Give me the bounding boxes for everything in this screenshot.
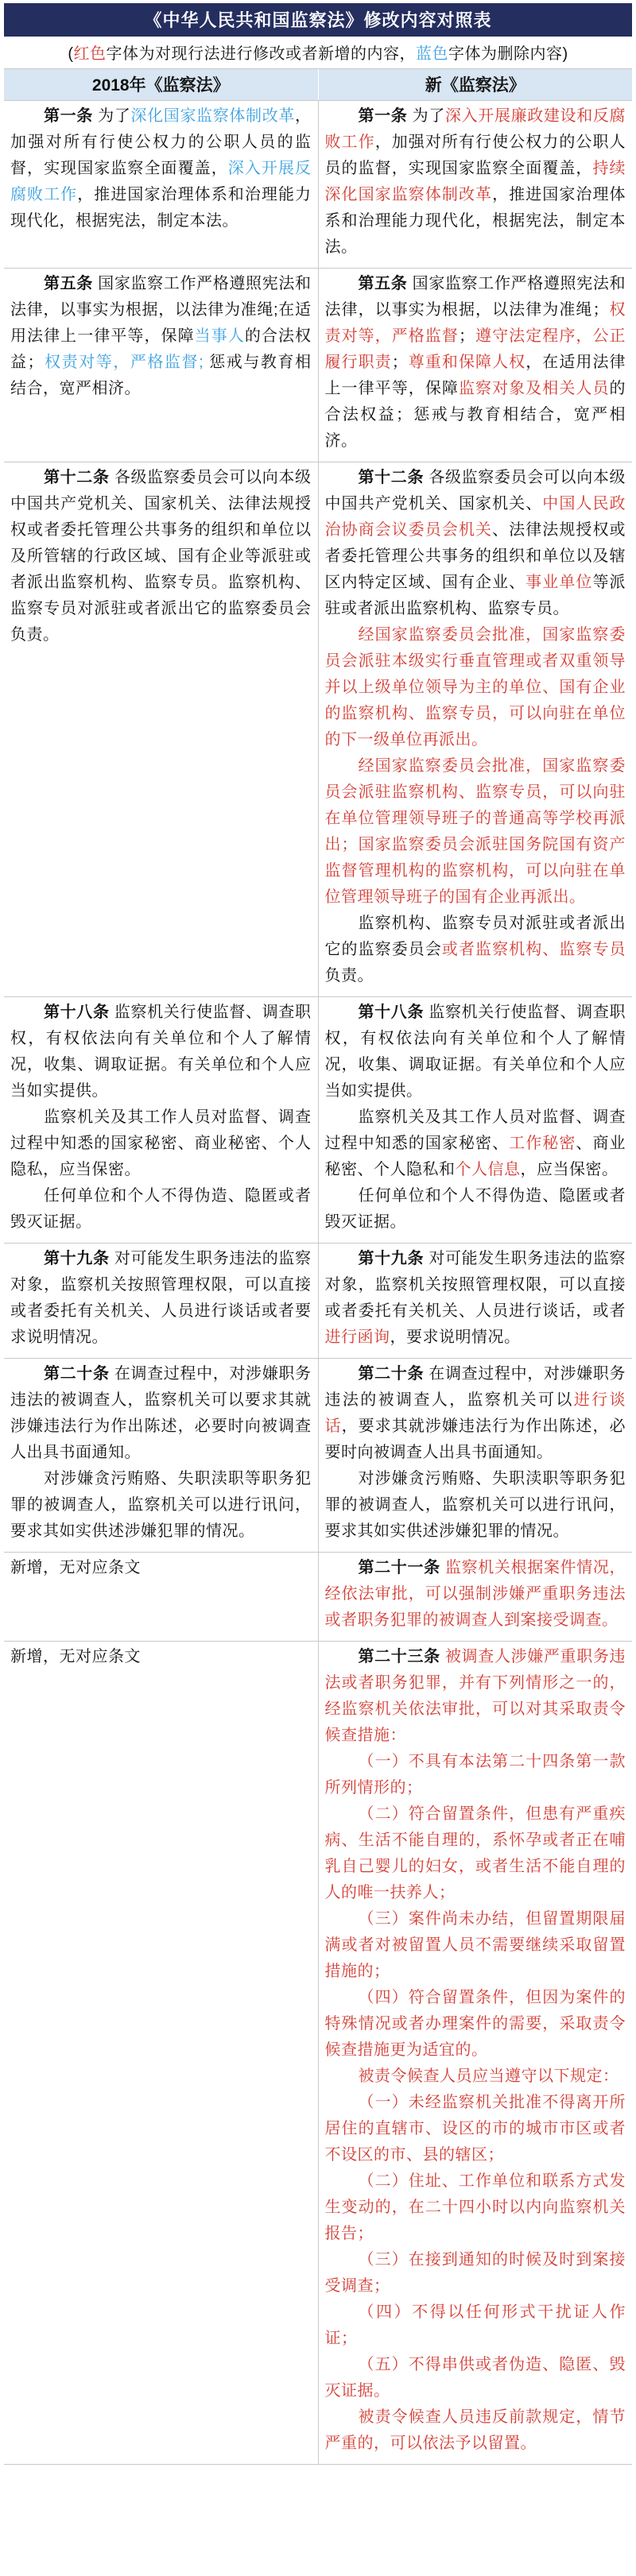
table-row-new-article-23 [4, 1642, 632, 2465]
paragraph [10, 1000, 312, 1104]
text-segment-t: 的合法权益； [10, 327, 312, 371]
table-header-row [4, 69, 632, 101]
text-segment-r: 工作秘密 [509, 1135, 576, 1152]
paragraph [325, 2247, 626, 2299]
text-segment-d: 深入开展反腐败工作 [10, 160, 312, 203]
text-segment-r: （一）不具有本法第二十四条第一款所列情形的； [324, 1753, 626, 1797]
cell-2018 [4, 1244, 318, 1358]
text-segment-r: （五）不得串供或者伪造、隐匿、毁灭证据。 [324, 2356, 626, 2400]
text-segment-r: （二）住址、工作单位和联系方式发生变动的，在二十四小时以内向监察机关报告； [324, 2172, 626, 2242]
cell-2018 [4, 101, 318, 268]
cell-new [318, 1642, 633, 2464]
cell-new [318, 1553, 633, 1641]
text-segment-b: 第十八条 [358, 1004, 425, 1021]
legend-open: ( [68, 45, 74, 63]
text-segment-t: 国家监察工作严格遵照宪法和法律，以事实为根据，以法律为准绳;在适用法律上一律平等，保障 [10, 275, 312, 345]
text-segment-t: 为了 [407, 107, 445, 125]
text-segment-t: ，要求其就涉嫌违法行为作出陈述，必要时向被调查人出具书面通知。 [324, 1418, 626, 1461]
text-segment-b: 第十九条 [44, 1250, 110, 1267]
text-segment-r: （四）符合留置条件，但因为案件的特殊情况或者办理案件的需要，采取责令候查措施更为适宜的。 [324, 1989, 626, 2059]
paragraph [325, 103, 626, 261]
paragraph [325, 1000, 626, 1104]
paragraph [325, 1361, 626, 1466]
paragraph [325, 2404, 626, 2457]
text-segment-r: （四）不得以任何形式干扰证人作证； [324, 2303, 626, 2347]
table-row-article-19 [4, 1244, 632, 1359]
text-segment-t: 对涉嫌贪污贿赂、失职渎职等职务犯罪的被调查人，监察机关可以进行讯问，要求其如实供述涉嫌犯罪的情况。 [324, 1470, 626, 1540]
cell-2018 [4, 1359, 318, 1552]
text-segment-r: 经国家监察委员会批准，国家监察委员会派驻监察机构、监察专员，可以向驻在单位管理领导班子的普通高等学校再派出；国家监察委员会派驻国务院国有资产监督管理机构的监察机构，可以向驻在单位管理领导班子的国有企业再派出。 [324, 757, 626, 906]
text-segment-b: 第二十条 [44, 1365, 110, 1383]
text-segment-t: 、法律法规授权或者委托管理公共事务的组织和单位以及辖区内特定区域、国有企业、 [324, 521, 626, 591]
text-segment-t: 监察机关行使监督、调查职权，有权依法向有关单位和个人了解情况，收集、调取证据。有关单位和个人应当如实提供。 [324, 1004, 626, 1100]
text-segment-b: 第十二条 [44, 469, 110, 486]
text-segment-r: 遵守法定程序，公正履行职责 [324, 327, 626, 371]
paragraph [325, 1906, 626, 1985]
paragraph [325, 2352, 626, 2404]
paragraph [325, 1246, 626, 1351]
text-segment-b: 第二十条 [358, 1365, 425, 1383]
page-title: 《中华人民共和国监察法》修改内容对照表 [4, 3, 632, 37]
paragraph [325, 753, 626, 911]
text-segment-t: ，加强对所有行使公权力的公职人员的监督，实现国家监察全面覆盖， [324, 133, 626, 177]
text-segment-t: 监察机关及其工作人员对监督、调查过程中知悉的国家秘密、商业秘密、个人隐私，应当保密。 [10, 1108, 312, 1178]
text-segment-t: ； [458, 327, 475, 345]
text-segment-t: 任何单位和个人不得伪造、隐匿或者毁灭证据。 [10, 1187, 312, 1231]
text-segment-r: 权责对等，严格监督 [324, 301, 626, 345]
paragraph [325, 2090, 626, 2168]
paragraph [325, 911, 626, 989]
legend-red-desc: 字体为对现行法进行修改或者新增的内容， [106, 45, 416, 63]
cell-new [318, 101, 633, 268]
text-segment-r: 持续深化国家监察体制改革 [324, 160, 626, 203]
paragraph [10, 1555, 312, 1581]
paragraph [325, 271, 626, 454]
text-segment-d: 权责对等，严格监督; [44, 354, 204, 371]
text-segment-t: 新增，无对应条文 [10, 1559, 141, 1576]
text-segment-t: ，应当保密。 [520, 1161, 619, 1178]
text-segment-r: 监察对象及相关人员 [458, 380, 610, 397]
paragraph [10, 1246, 312, 1351]
table-row-article-18 [4, 997, 632, 1244]
text-segment-t: 对可能发生职务违法的监察对象，监察机关按照管理权限，可以直接或者委托有关机关、人员进行谈话，或者 [324, 1250, 626, 1320]
text-segment-b: 第一条 [358, 107, 408, 125]
paragraph [10, 1361, 312, 1466]
legend-red-word: 红色 [73, 45, 107, 63]
paragraph [10, 1183, 312, 1236]
text-segment-t: 、商业秘密、个人隐私和 [324, 1135, 626, 1178]
text-segment-b: 第五条 [358, 275, 408, 292]
comparison-document [4, 3, 632, 2465]
text-segment-b: 第二十三条 [358, 1648, 440, 1665]
column-header-new: 新《监察法》 [318, 69, 633, 100]
text-segment-b: 第一条 [44, 107, 93, 125]
table-row-article-5 [4, 269, 632, 462]
paragraph [10, 271, 312, 402]
text-segment-r: 经国家监察委员会批准，国家监察委员会派驻本级实行垂直管理或者双重领导并以上级单位领导为主的单位、国有企业的监察机构、监察专员，可以向驻在单位的下一级单位再派出。 [324, 626, 626, 748]
paragraph [10, 1104, 312, 1183]
text-segment-t: ，在适用法律上一律平等，保障 [324, 354, 626, 397]
table-row-article-12 [4, 462, 632, 997]
text-segment-t: ，要求说明情况。 [390, 1329, 521, 1346]
text-segment-r: 或者监察机构、监察专员 [441, 941, 626, 958]
paragraph [325, 1104, 626, 1183]
paragraph [325, 622, 626, 753]
text-segment-r: 被责令候查人员违反前款规定，情节严重的，可以依法予以留置。 [324, 2408, 626, 2452]
text-segment-b: 第十八条 [44, 1004, 110, 1021]
paragraph [10, 1644, 312, 1670]
text-segment-r: （三）在接到通知的时候及时到案接受调查； [324, 2251, 626, 2295]
text-segment-b: 第十九条 [358, 1250, 425, 1267]
text-segment-t: ，推进国家治理体系和治理能力现代化，根据宪法，制定本法。 [324, 186, 626, 256]
text-segment-b: 第五条 [44, 275, 93, 292]
text-segment-r: 个人信息 [455, 1161, 521, 1178]
legend-close: ) [562, 45, 568, 63]
legend-note [4, 37, 632, 69]
cell-2018 [4, 462, 318, 996]
cell-new [318, 1244, 633, 1358]
text-segment-t: 任何单位和个人不得伪造、隐匿或者毁灭证据。 [324, 1187, 626, 1231]
paragraph [325, 1183, 626, 1236]
text-segment-r: 中国人民政治协商会议委员会机关 [324, 495, 626, 539]
paragraph [325, 1555, 626, 1634]
paragraph [325, 1801, 626, 1906]
cell-new [318, 269, 633, 462]
cell-2018 [4, 269, 318, 462]
paragraph [10, 103, 312, 234]
paragraph [10, 465, 312, 648]
text-segment-r: 监察机关根据案件情况，经依法审批，可以强制涉嫌严重职务违法或者职务犯罪的被调查人到案接受调查。 [324, 1559, 626, 1629]
text-segment-t: 新增，无对应条文 [10, 1648, 141, 1665]
text-segment-r: （二）符合留置条件，但患有严重疾病、生活不能自理的，系怀孕或者正在哺乳自己婴儿的妇女，或者生活不能自理的人的唯一扶养人； [324, 1805, 626, 1901]
text-segment-t: 监察机构、监察专员对派驻或者派出它的监察委员会 [324, 915, 626, 958]
cell-2018 [4, 1553, 318, 1641]
text-segment-t: 在调查过程中，对涉嫌职务违法的被调查人，监察机关可以 [324, 1365, 626, 1409]
legend-blue-word: 蓝色 [416, 45, 448, 63]
text-segment-t: 的合法权益；惩戒与教育相结合，宽严相济。 [324, 380, 626, 450]
text-segment-r: 进行谈话 [324, 1391, 626, 1435]
text-segment-r: 被调查人涉嫌严重职务违法或者职务犯罪，并有下列情形之一的，经监察机关依法审批，可以对其采取责令候查措施： [324, 1648, 626, 1744]
text-segment-t: 惩戒与教育相结合，宽严相济。 [10, 354, 312, 397]
table-row-article-1 [4, 101, 632, 269]
text-segment-t: 国家监察工作严格遵照宪法和法律，以事实为根据，以法律为准绳； [324, 275, 626, 319]
paragraph [325, 2299, 626, 2352]
text-segment-r: 进行函询 [324, 1329, 390, 1346]
text-segment-r: 尊重和保障人权 [408, 354, 526, 371]
text-segment-r: （一）未经监察机关批准不得离开所居住的直辖市、设区的市的城市市区或者不设区的市、县的辖区； [324, 2094, 626, 2164]
text-segment-t: 为了 [92, 107, 131, 125]
text-segment-t: 各级监察委员会可以向本级中国共产党机关、国家机关、法律法规授权或者委托管理公共事务的组织和单位以及所管辖的行政区域、国有企业等派驻或者派出监察机构、监察专员。监察机构、监察专员对派驻或者派出它的监察委员会负责。 [10, 469, 312, 644]
table-row-new-article-21 [4, 1553, 632, 1642]
paragraph [325, 1644, 626, 1749]
cell-new [318, 1359, 633, 1552]
paragraph [325, 2168, 626, 2247]
text-segment-b: 第十二条 [358, 469, 425, 486]
cell-2018 [4, 997, 318, 1243]
text-segment-d: 当事人 [194, 327, 245, 345]
text-segment-t: 负责。 [324, 967, 374, 984]
comparison-table-body [4, 101, 632, 2465]
text-segment-t: ，加强对所有行使公权力的公职人员的监督，实现国家监察全面覆盖， [10, 107, 312, 177]
table-row-article-20 [4, 1359, 632, 1553]
paragraph [325, 1985, 626, 2064]
text-segment-t: 监察机关行使监督、调查职权，有权依法向有关单位和个人了解情况，收集、调取证据。有关单位和个人应当如实提供。 [10, 1004, 312, 1100]
paragraph [325, 465, 626, 622]
text-segment-t: 在调查过程中，对涉嫌职务违法的被调查人，监察机关可以要求其就涉嫌违法行为作出陈述，必要时向被调查人出具书面通知。 [10, 1365, 312, 1461]
text-segment-r: 深入开展廉政建设和反腐败工作 [324, 107, 626, 151]
text-segment-d: 深化国家监察体制改革 [130, 107, 296, 125]
paragraph [325, 1466, 626, 1545]
paragraph [325, 1749, 626, 1801]
text-segment-b: 第二十一条 [358, 1559, 440, 1576]
paragraph [325, 2064, 626, 2090]
cell-new [318, 997, 633, 1243]
legend-blue-desc: 字体为删除内容 [448, 45, 563, 63]
cell-2018 [4, 1642, 318, 2464]
cell-new [318, 462, 633, 996]
column-header-2018: 2018年《监察法》 [91, 76, 230, 95]
text-segment-r: 事业单位 [525, 574, 593, 591]
paragraph [10, 1466, 312, 1545]
text-segment-r: 被责令候查人员应当遵守以下规定： [358, 2067, 619, 2085]
text-segment-t: 各级监察委员会可以向本级中国共产党机关、国家机关、 [324, 469, 626, 512]
text-segment-t: ； [391, 354, 409, 371]
text-segment-t: 对可能发生职务违法的监察对象，监察机关按照管理权限，可以直接或者委托有关机关、人员进行谈话或者要求说明情况。 [10, 1250, 312, 1346]
text-segment-t: 等派驻或者派出监察机构、监察专员。 [324, 574, 626, 617]
text-segment-t: 对涉嫌贪污贿赂、失职渎职等职务犯罪的被调查人，监察机关可以进行讯问，要求其如实供述涉嫌犯罪的情况。 [10, 1470, 312, 1540]
text-segment-r: （三）案件尚未办结，但留置期限届满或者对被留置人员不需要继续采取留置措施的； [324, 1910, 626, 1980]
text-segment-t: 监察机关及其工作人员对监督、调查过程中知悉的国家秘密、 [324, 1108, 626, 1152]
text-segment-t: ，推进国家治理体系和治理能力现代化，根据宪法，制定本法。 [10, 186, 312, 230]
